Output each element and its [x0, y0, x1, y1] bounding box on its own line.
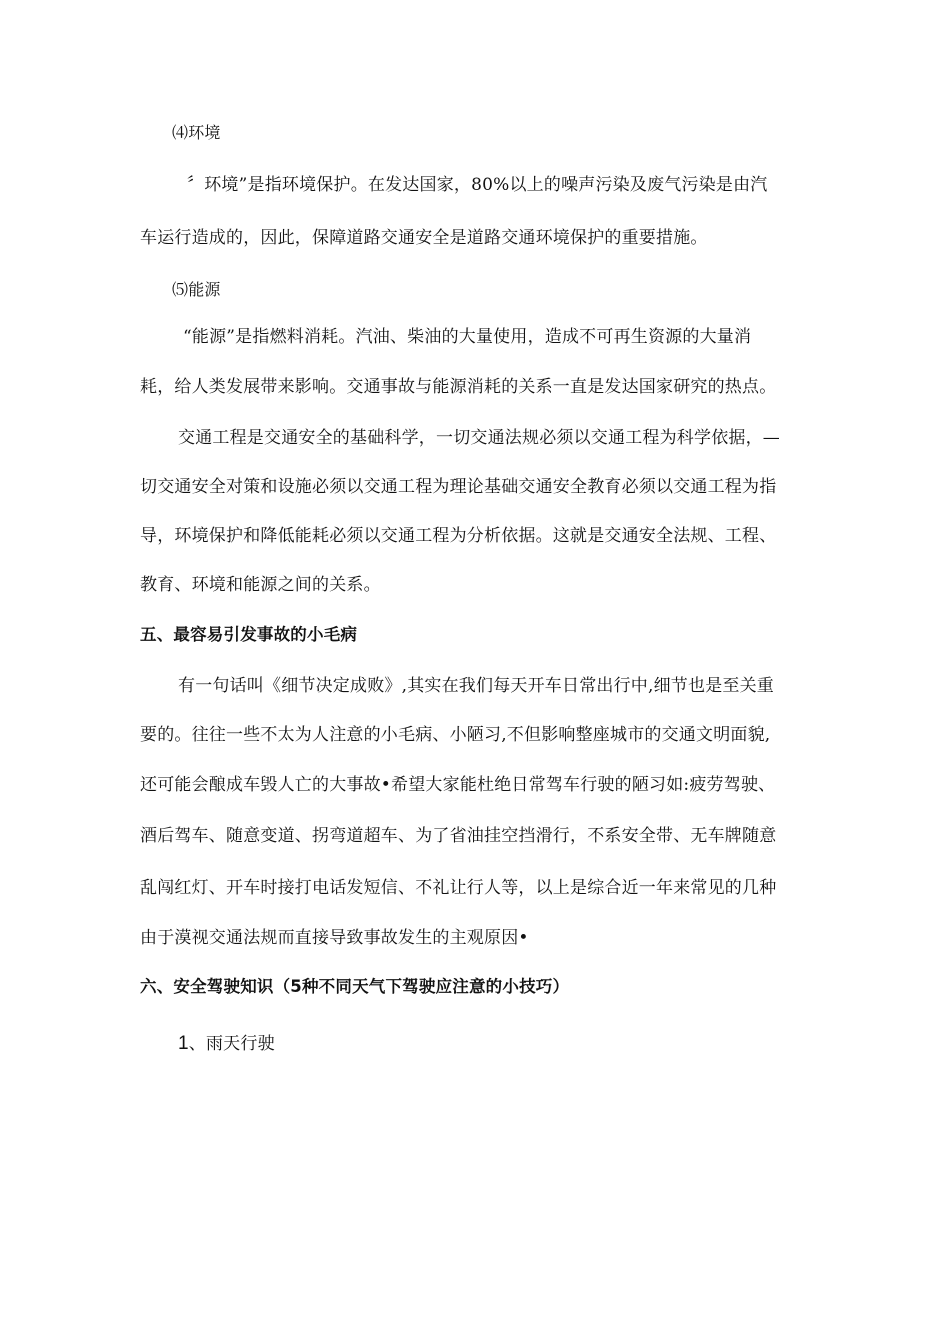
environment-paragraph-line-2: 车运行造成的，因此，保障道路交通安全是道路交通环境保护的重要措施。 — [140, 228, 708, 248]
list-item-number: 1 — [178, 1033, 189, 1054]
engineering-paragraph-line-4: 教育、环境和能源之间的关系。 — [140, 575, 381, 595]
detail-paragraph-line-6: 由于漠视交通法规而直接导致事故发生的主观原因• — [140, 928, 529, 948]
detail-paragraph-line-5: 乱闯红灯、开车时接打电话发短信、不礼让行人等，以上是综合近一年来常见的几种 — [140, 878, 777, 898]
engineering-paragraph-line-3: 导，环境保护和降低能耗必须以交通工程为分析依据。这就是交通安全法规、工程、 — [140, 526, 777, 546]
detail-paragraph-line-4: 酒后驾车、随意变道、拐弯道超车、为了省油挂空挡滑行，不系安全带、无车牌随意 — [140, 826, 777, 846]
section-heading-5: 五、最容易引发事故的小毛病 — [140, 625, 358, 644]
energy-paragraph-line-1: “能源”是指燃料消耗。汽油、柴油的大量使用，造成不可再生资源的大量消 — [183, 327, 752, 347]
environment-paragraph-line-1: 〞环境”是指环境保护。在发达国家，80%以上的噪声污染及废气污染是由汽 — [187, 175, 768, 195]
detail-paragraph-line-2: 要的。往往一些不太为人注意的小毛病、小陋习,不但影响整座城市的交通文明面貌, — [140, 725, 771, 745]
engineering-paragraph-line-2: 切交通安全对策和设施必须以交通工程为理论基础交通安全教育必须以交通工程为指 — [140, 477, 777, 497]
engineering-paragraph-line-1: 交通工程是交通安全的基础科学，一切交通法规必须以交通工程为科学依据，— — [178, 428, 780, 448]
detail-paragraph-line-3: 还可能会酿成车毁人亡的大事故•希望大家能杜绝日常驾车行驶的陋习如:疲劳驾驶、 — [140, 775, 776, 795]
detail-paragraph-line-1: 有一句话叫《细节决定成败》,其实在我们每天开车日常出行中,细节也是至关重 — [178, 676, 775, 696]
list-item-rainy-driving — [178, 1032, 275, 1056]
subsection-title-energy: ⑸能源 — [172, 280, 221, 299]
energy-paragraph-line-2: 耗，给人类发展带来影响。交通事故与能源消耗的关系一直是发达国家研究的热点。 — [140, 377, 777, 397]
section-heading-6: 六、安全驾驶知识（5种不同天气下驾驶应注意的小技巧） — [140, 977, 570, 996]
subsection-title-environment: ⑷环境 — [172, 123, 221, 142]
list-item-label: 、雨天行驶 — [188, 1034, 275, 1054]
